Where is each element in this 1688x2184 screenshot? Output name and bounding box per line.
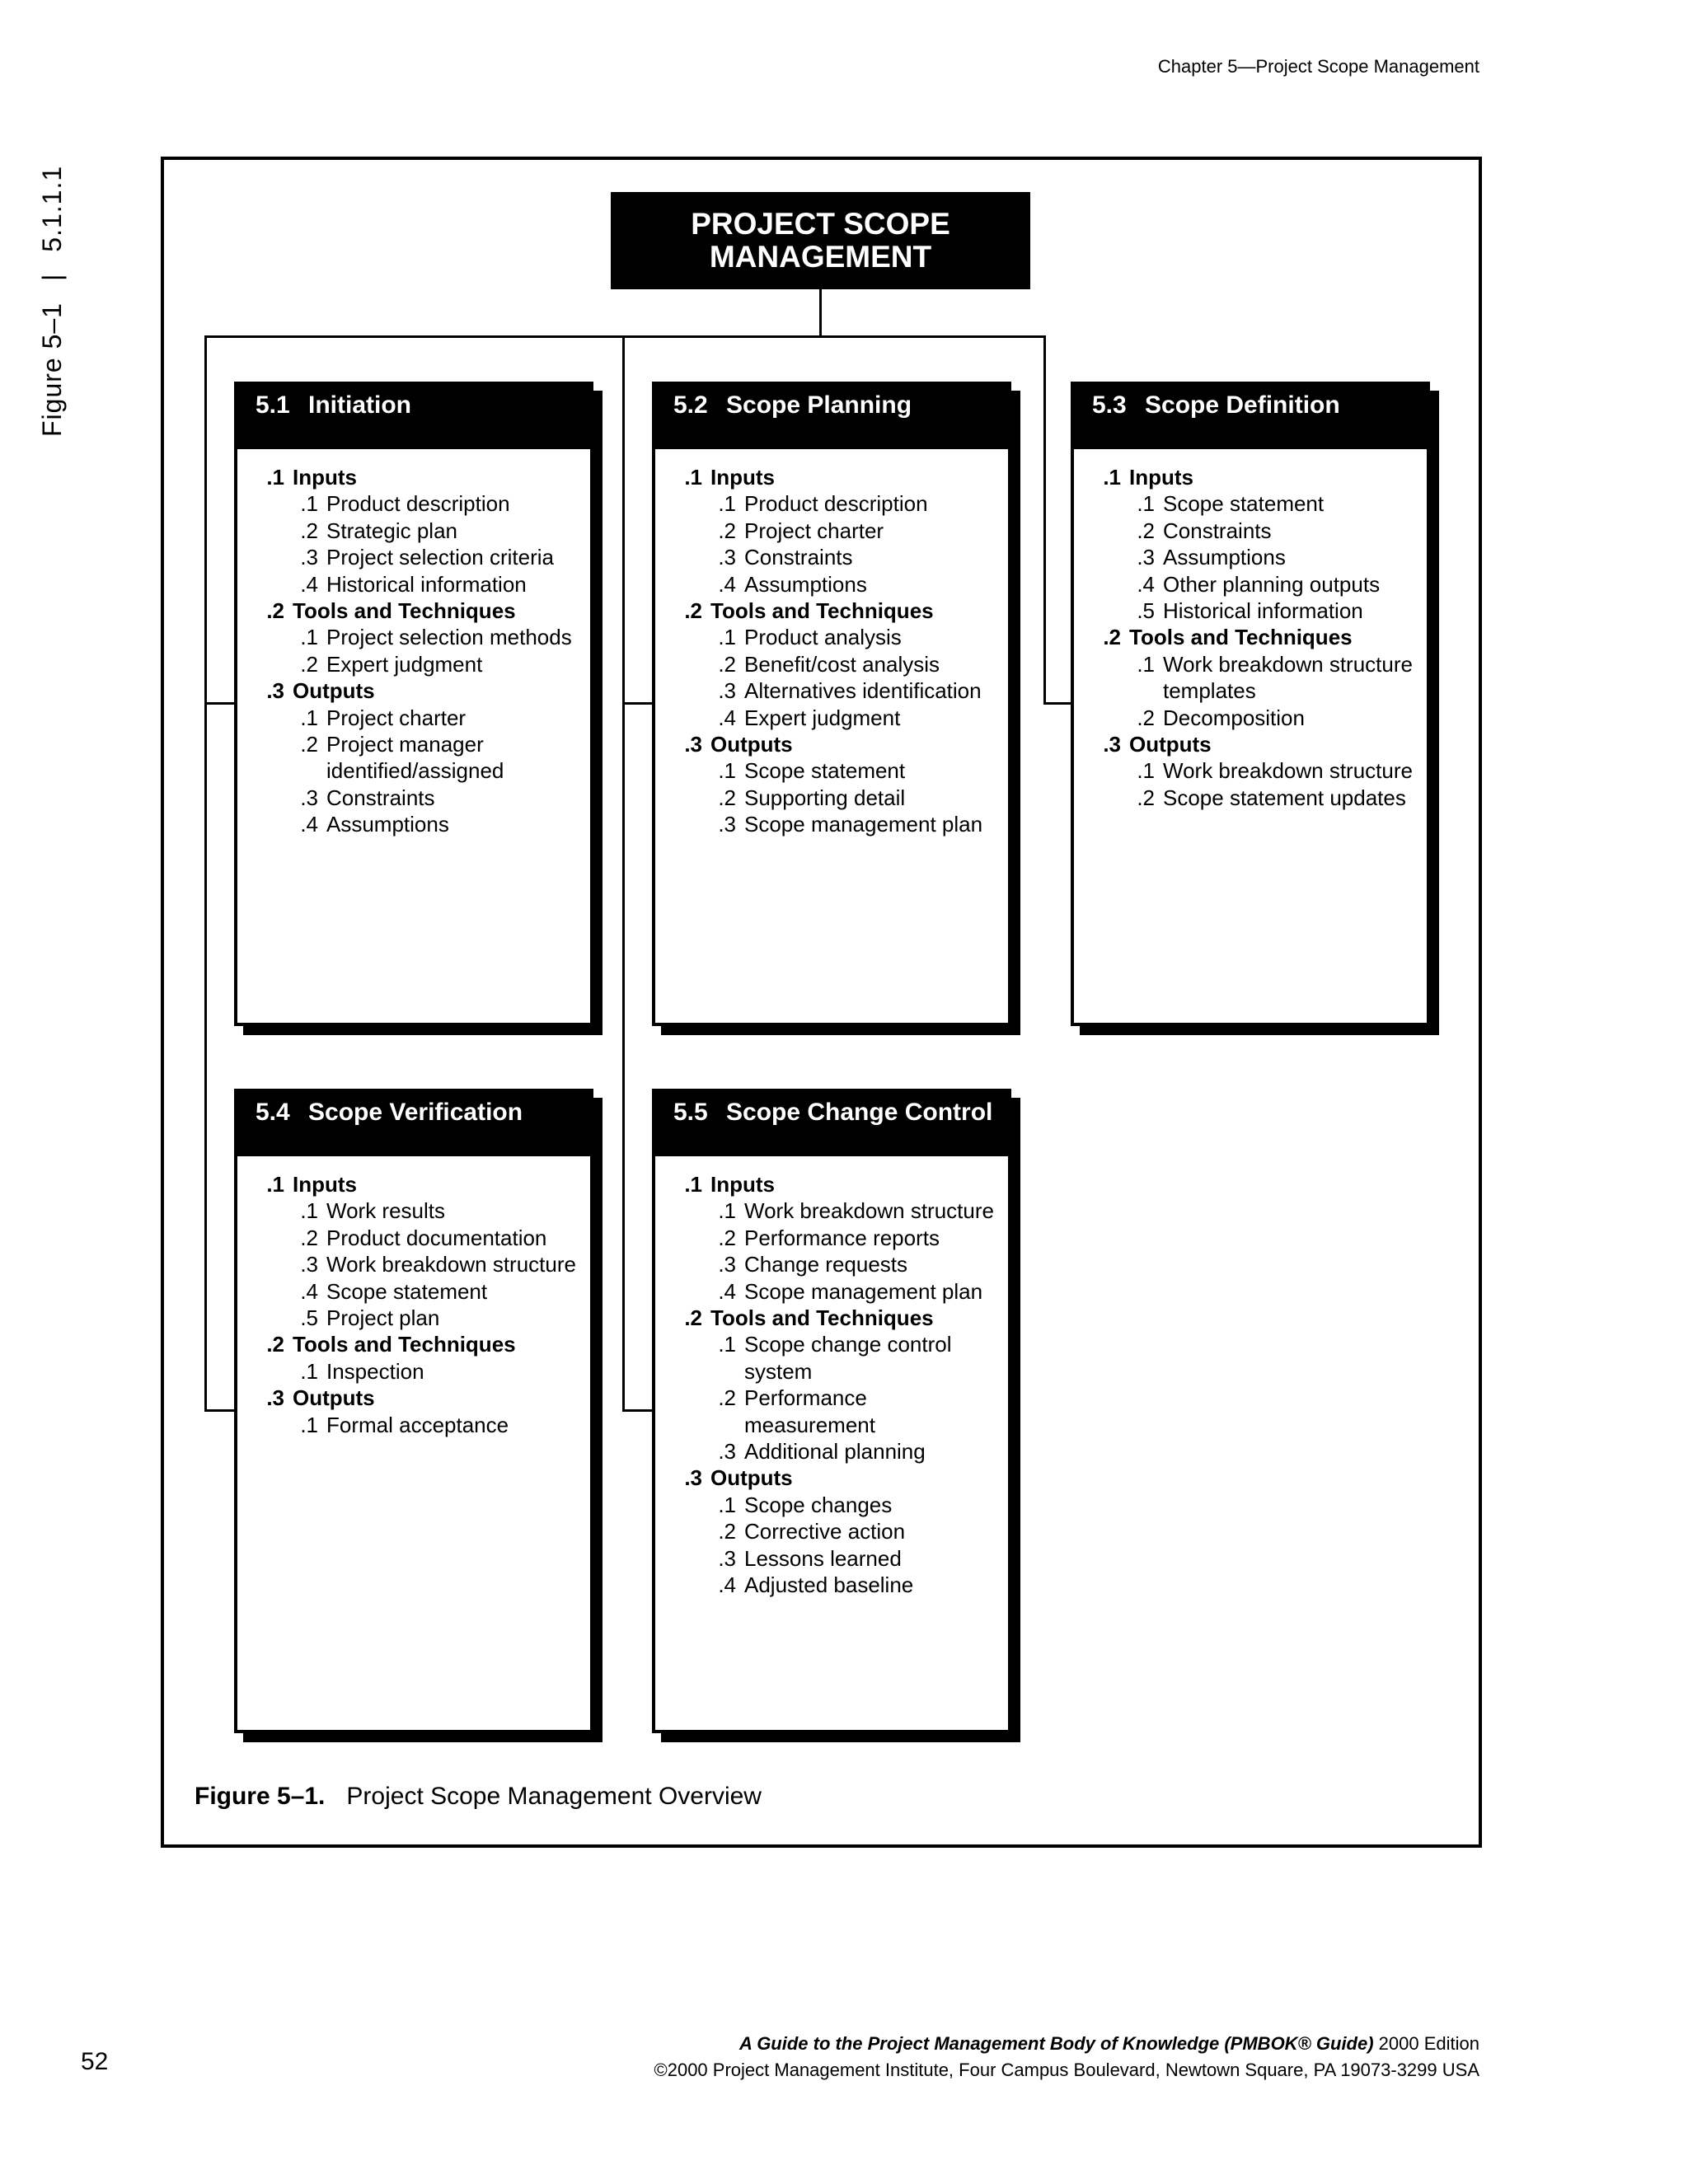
list-item	[237, 571, 590, 598]
item-text: Decomposition	[1163, 705, 1305, 730]
section-heading	[655, 731, 1008, 757]
list-item	[655, 1518, 1008, 1544]
item-number: .1	[300, 1198, 318, 1224]
item-number: .2	[718, 1385, 736, 1411]
list-item	[655, 1331, 1008, 1385]
item-number: .2	[718, 651, 736, 677]
item-number: .4	[718, 571, 736, 597]
list-item	[655, 757, 1008, 784]
item-text: Additional planning	[744, 1439, 926, 1465]
item-text: Scope statement	[1163, 491, 1325, 517]
process-box-5-5	[652, 1089, 1011, 1733]
section-heading	[237, 1385, 590, 1411]
list-item	[1074, 571, 1427, 598]
item-text: Inspection	[326, 1358, 424, 1384]
list-item	[655, 1438, 1008, 1465]
section-label: Outputs	[293, 1385, 375, 1411]
item-text: Work breakdown structure	[326, 1252, 576, 1277]
caption-text: Project Scope Management Overview	[346, 1783, 762, 1810]
title-box	[611, 192, 1030, 289]
list-item	[237, 651, 590, 677]
item-text: Performance measurement	[744, 1385, 875, 1437]
box-number: 5.1	[256, 391, 290, 419]
connector-top-bar	[204, 335, 1045, 338]
section-label: Inputs	[293, 1172, 357, 1197]
list-item	[237, 1251, 590, 1277]
list-item	[655, 1492, 1008, 1518]
item-text: Work breakdown structure	[1163, 758, 1413, 784]
section-label: Inputs	[1129, 465, 1193, 490]
item-text: Work breakdown structure	[744, 1198, 994, 1224]
connector-middle-vertical	[622, 335, 625, 1411]
item-text: Adjusted baseline	[744, 1572, 914, 1598]
item-number: .3	[300, 785, 318, 810]
item-text: Other planning outputs	[1163, 571, 1381, 597]
title-line-2: MANAGEMENT	[709, 240, 932, 274]
item-number: .5	[300, 1305, 318, 1331]
connector-stub-5-5	[622, 1409, 654, 1412]
item-text: Alternatives identification	[744, 678, 982, 704]
box-title: Scope Change Control	[726, 1099, 993, 1126]
item-number: .3	[300, 545, 318, 570]
section-heading	[655, 464, 1008, 490]
figure-caption	[195, 1783, 762, 1811]
box-body	[237, 449, 590, 838]
item-number: .4	[718, 1572, 736, 1598]
item-text: Benefit/cost analysis	[744, 651, 940, 677]
item-text: Scope change control system	[744, 1332, 952, 1384]
item-number: .2	[300, 1225, 318, 1250]
section-heading	[655, 598, 1008, 624]
process-box-5-3	[1071, 382, 1430, 1026]
item-number: .3	[718, 1545, 736, 1571]
list-item	[655, 705, 1008, 731]
section-label: Tools and Techniques	[293, 598, 516, 624]
list-item	[655, 1197, 1008, 1224]
box-title: Scope Definition	[1145, 391, 1340, 419]
item-number: .1	[1137, 651, 1155, 677]
item-number: .5	[1137, 598, 1155, 624]
list-item	[655, 490, 1008, 517]
list-item	[237, 518, 590, 544]
box-header	[237, 1092, 590, 1156]
item-text: Project selection criteria	[326, 545, 554, 570]
list-item	[237, 624, 590, 650]
box-number: 5.3	[1092, 391, 1127, 419]
list-item	[1074, 651, 1427, 705]
list-item	[237, 1412, 590, 1438]
item-text: Scope management plan	[744, 812, 983, 837]
item-text: Project selection methods	[326, 625, 572, 650]
item-number: .3	[300, 1252, 318, 1277]
list-item	[1074, 598, 1427, 624]
item-number: .1	[718, 1332, 736, 1357]
section-number: .1	[266, 1172, 284, 1197]
section-heading	[655, 1171, 1008, 1197]
box-header	[655, 1092, 1008, 1156]
section-heading	[237, 1171, 590, 1197]
item-number: .1	[718, 625, 736, 650]
item-text: Formal acceptance	[326, 1412, 509, 1437]
section-heading	[237, 598, 590, 624]
connector-trunk	[819, 289, 822, 337]
item-number: .2	[718, 518, 736, 543]
connector-stub-5-2	[622, 702, 654, 705]
section-label: Inputs	[293, 465, 357, 490]
section-heading	[1074, 731, 1427, 757]
list-item	[1074, 785, 1427, 811]
list-item	[237, 1305, 590, 1331]
list-item	[655, 1278, 1008, 1305]
list-item	[237, 1225, 590, 1251]
list-item	[237, 731, 590, 785]
item-number: .1	[300, 491, 318, 517]
list-item	[1074, 705, 1427, 731]
section-number: .2	[684, 598, 702, 624]
section-number: .3	[684, 732, 702, 757]
list-item	[655, 544, 1008, 570]
section-number: .2	[266, 598, 284, 624]
item-text: Change requests	[744, 1252, 908, 1277]
section-heading	[655, 1465, 1008, 1491]
section-heading	[237, 1331, 590, 1357]
item-number: .2	[1137, 785, 1155, 810]
footer-edition: 2000 Edition	[1373, 2033, 1479, 2054]
item-number: .1	[718, 1198, 736, 1224]
list-item	[237, 490, 590, 517]
item-text: Lessons learned	[744, 1545, 902, 1571]
box-number: 5.4	[256, 1099, 290, 1126]
item-number: .2	[300, 651, 318, 677]
section-number: .3	[1103, 732, 1121, 757]
item-number: .1	[1137, 491, 1155, 517]
list-item	[655, 785, 1008, 811]
item-number: .3	[718, 545, 736, 570]
side-figure-number: Figure 5–1	[37, 302, 67, 437]
item-text: Supporting detail	[744, 785, 906, 810]
box-body	[237, 1156, 590, 1438]
item-number: .1	[718, 491, 736, 517]
list-item	[237, 1197, 590, 1224]
section-number: .2	[1103, 625, 1121, 650]
item-text: Assumptions	[744, 571, 867, 597]
item-number: .4	[718, 705, 736, 730]
item-number: .1	[300, 625, 318, 650]
connector-right-vertical	[1043, 335, 1046, 704]
list-item	[1074, 544, 1427, 570]
item-number: .3	[718, 1439, 736, 1465]
item-text: Constraints	[1163, 518, 1272, 543]
item-number: .3	[718, 678, 736, 704]
item-number: .1	[300, 705, 318, 730]
item-number: .2	[300, 732, 318, 757]
list-item	[655, 1385, 1008, 1438]
section-heading	[1074, 464, 1427, 490]
section-heading	[237, 464, 590, 490]
box-title: Scope Verification	[308, 1099, 523, 1126]
section-label: Outputs	[710, 732, 793, 757]
section-heading	[1074, 624, 1427, 650]
item-text: Work results	[326, 1198, 445, 1224]
item-number: .1	[718, 758, 736, 784]
section-label: Outputs	[1129, 732, 1212, 757]
box-header	[237, 385, 590, 449]
box-number: 5.2	[673, 391, 708, 419]
section-label: Outputs	[710, 1465, 793, 1491]
box-body	[655, 449, 1008, 838]
section-number: .1	[684, 465, 702, 490]
connector-stub-5-1	[204, 702, 236, 705]
list-item	[655, 811, 1008, 837]
item-text: Expert judgment	[326, 651, 483, 677]
item-number: .3	[718, 812, 736, 837]
section-number: .3	[266, 678, 284, 704]
item-text: Scope statement	[744, 758, 906, 784]
section-number: .2	[266, 1332, 284, 1357]
item-number: .2	[300, 518, 318, 543]
item-text: Historical information	[326, 571, 527, 597]
list-item	[655, 1545, 1008, 1572]
list-item	[237, 705, 590, 731]
item-text: Scope management plan	[744, 1278, 983, 1304]
item-text: Constraints	[326, 785, 435, 810]
section-label: Tools and Techniques	[1129, 625, 1353, 650]
title-line-1: PROJECT SCOPE	[691, 207, 950, 241]
list-item	[237, 1358, 590, 1385]
item-number: .2	[718, 1225, 736, 1250]
box-body	[1074, 449, 1427, 811]
section-label: Outputs	[293, 678, 375, 704]
side-section-number: 5.1.1.1	[37, 165, 67, 252]
item-text: Product description	[326, 491, 510, 517]
item-text: Assumptions	[326, 812, 449, 837]
item-text: Project manager identified/assigned	[326, 732, 504, 784]
list-item	[1074, 757, 1427, 784]
item-text: Product analysis	[744, 625, 902, 650]
process-box-5-4	[234, 1089, 593, 1733]
running-header: Chapter 5—Project Scope Management	[1157, 56, 1479, 77]
item-number: .4	[300, 1278, 318, 1304]
box-header	[1074, 385, 1427, 449]
item-text: Historical information	[1163, 598, 1363, 624]
section-number: .3	[266, 1385, 284, 1411]
process-box-5-1	[234, 382, 593, 1026]
item-text: Scope changes	[744, 1492, 893, 1517]
item-number: .4	[300, 812, 318, 837]
list-item	[655, 1225, 1008, 1251]
list-item	[237, 785, 590, 811]
item-number: .2	[1137, 518, 1155, 543]
item-text: Expert judgment	[744, 705, 901, 730]
list-item	[237, 811, 590, 837]
section-number: .1	[684, 1172, 702, 1197]
box-title: Scope Planning	[726, 391, 912, 419]
list-item	[237, 1278, 590, 1305]
item-number: .3	[718, 1252, 736, 1277]
item-number: .2	[718, 785, 736, 810]
list-item	[655, 624, 1008, 650]
item-number: .1	[300, 1358, 318, 1384]
item-text: Project plan	[326, 1305, 440, 1331]
item-text: Product description	[744, 491, 928, 517]
section-heading	[655, 1305, 1008, 1331]
item-number: .3	[1137, 545, 1155, 570]
list-item	[655, 1251, 1008, 1277]
item-text: Project charter	[744, 518, 884, 543]
list-item	[655, 651, 1008, 677]
list-item	[655, 518, 1008, 544]
connector-left-vertical	[204, 335, 207, 1411]
box-header	[655, 385, 1008, 449]
list-item	[1074, 518, 1427, 544]
item-number: .1	[718, 1492, 736, 1517]
item-number: .4	[300, 571, 318, 597]
section-label: Tools and Techniques	[710, 1305, 934, 1331]
caption-label: Figure 5–1.	[195, 1783, 326, 1810]
item-text: Work breakdown structure templates	[1163, 651, 1413, 704]
item-text: Product documentation	[326, 1225, 547, 1250]
section-label: Inputs	[710, 465, 775, 490]
item-text: Project charter	[326, 705, 467, 730]
side-separator: |	[37, 273, 67, 282]
item-text: Corrective action	[744, 1519, 906, 1544]
box-body	[655, 1156, 1008, 1599]
item-number: .4	[718, 1278, 736, 1304]
item-text: Strategic plan	[326, 518, 457, 543]
item-number: .1	[300, 1412, 318, 1437]
item-number: .4	[1137, 571, 1155, 597]
list-item	[655, 1572, 1008, 1598]
box-title: Initiation	[308, 391, 411, 419]
list-item	[237, 544, 590, 570]
box-number: 5.5	[673, 1099, 708, 1126]
item-number: .2	[718, 1519, 736, 1544]
item-text: Assumptions	[1163, 545, 1286, 570]
section-number: .1	[1103, 465, 1121, 490]
item-text: Performance reports	[744, 1225, 940, 1250]
section-label: Inputs	[710, 1172, 775, 1197]
process-box-5-2	[652, 382, 1011, 1026]
section-label: Tools and Techniques	[293, 1332, 516, 1357]
section-heading	[237, 677, 590, 704]
footer-line-2: ©2000 Project Management Institute, Four Campus Boulevard, Newtown Square, PA 19073-3299 USA	[654, 2060, 1479, 2080]
section-number: .1	[266, 465, 284, 490]
list-item	[655, 571, 1008, 598]
item-text: Scope statement	[326, 1278, 488, 1304]
item-text: Constraints	[744, 545, 853, 570]
item-number: .1	[1137, 758, 1155, 784]
section-number: .2	[684, 1305, 702, 1331]
side-figure-label	[37, 166, 68, 437]
list-item	[655, 677, 1008, 704]
footer-line-1	[739, 2033, 1479, 2055]
list-item	[1074, 490, 1427, 517]
section-label: Tools and Techniques	[710, 598, 934, 624]
footer-book-title: A Guide to the Project Management Body of Knowledge (PMBOK® Guide)	[739, 2033, 1374, 2054]
item-number: .2	[1137, 705, 1155, 730]
section-number: .3	[684, 1465, 702, 1491]
item-text: Scope statement updates	[1163, 785, 1406, 810]
page-number: 52	[81, 2048, 109, 2075]
connector-stub-5-4	[204, 1409, 236, 1412]
